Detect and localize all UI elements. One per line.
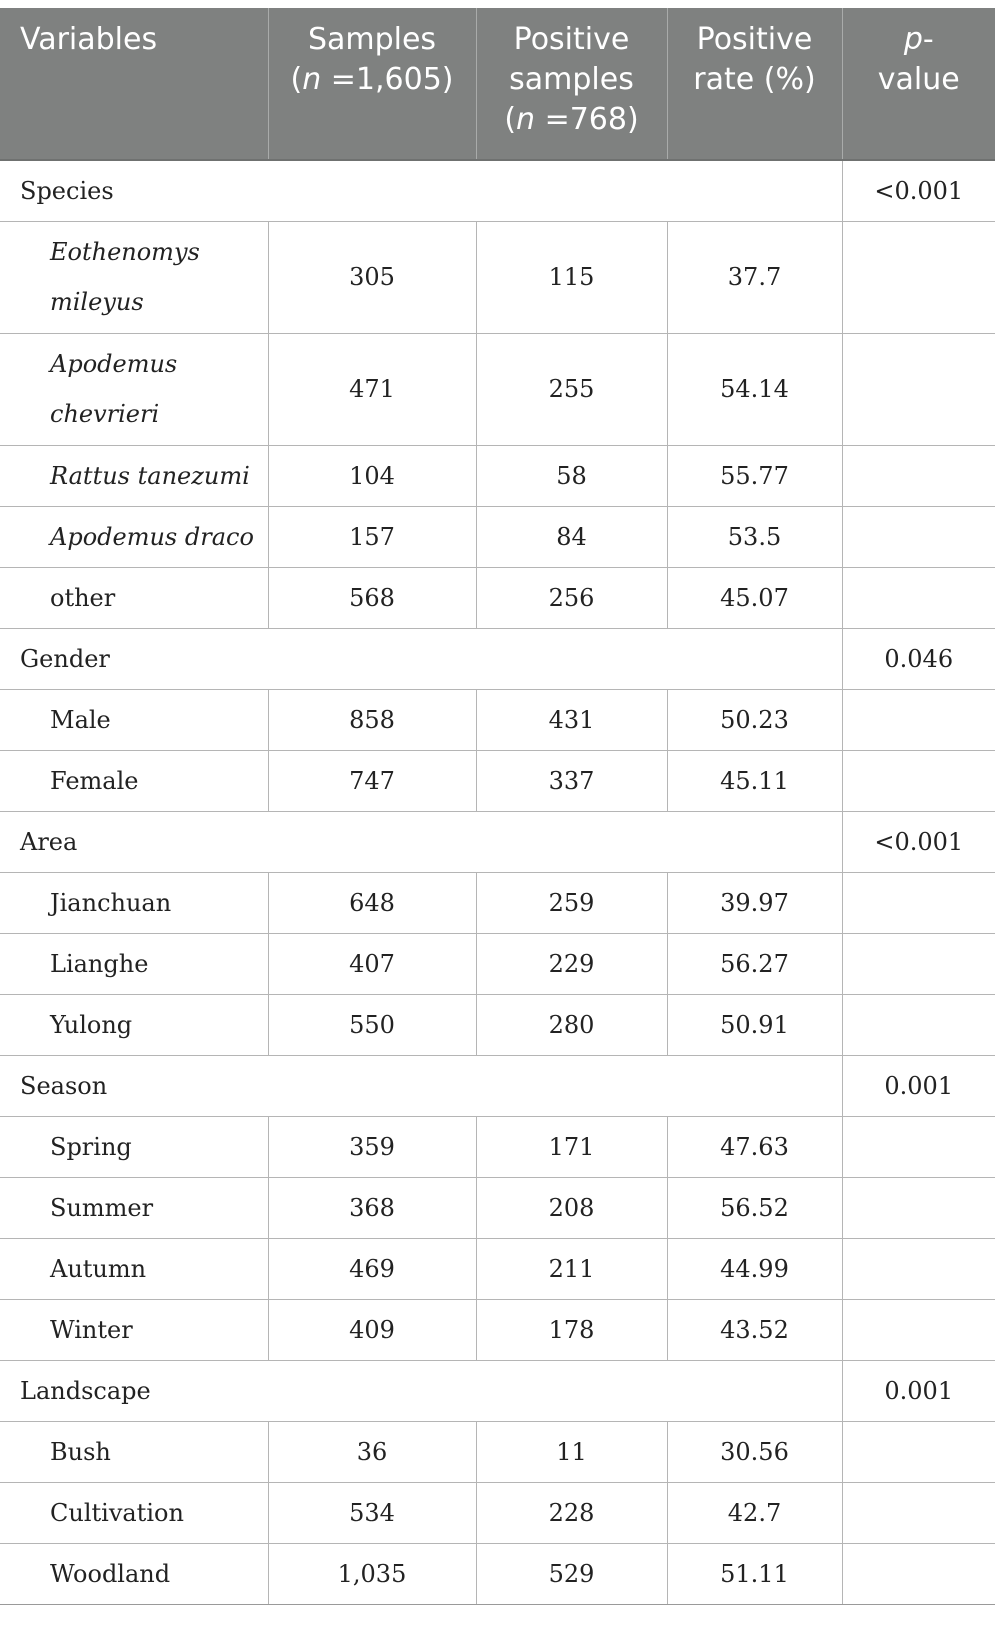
group-name: Landscape	[0, 1360, 842, 1421]
samples-value: 568	[268, 567, 476, 628]
header-text: (	[290, 62, 303, 97]
p-value-empty	[842, 221, 995, 333]
header-text: samples	[509, 62, 634, 97]
table-row	[0, 1177, 995, 1238]
group-row	[0, 1055, 995, 1116]
group-p-value: 0.046	[842, 628, 995, 689]
rate-value: 43.52	[667, 1299, 842, 1360]
p-value-empty	[842, 1116, 995, 1177]
group-row	[0, 811, 995, 872]
row-label: Apodemus chevrieri	[0, 333, 268, 445]
p-value-empty	[842, 1482, 995, 1543]
p-value-empty	[842, 872, 995, 933]
p-value-empty	[842, 1299, 995, 1360]
rate-value: 39.97	[667, 872, 842, 933]
table-row	[0, 872, 995, 933]
samples-value: 534	[268, 1482, 476, 1543]
positive-value: 256	[476, 567, 667, 628]
row-label: Winter	[0, 1299, 268, 1360]
table-row	[0, 567, 995, 628]
header-text: rate (%)	[693, 62, 816, 97]
row-label: Apodemus draco	[0, 506, 268, 567]
header-text: (	[504, 102, 517, 137]
group-name: Season	[0, 1055, 842, 1116]
header-row	[0, 8, 995, 160]
row-label: Jianchuan	[0, 872, 268, 933]
rate-value: 55.77	[667, 445, 842, 506]
group-p-value: 0.001	[842, 1360, 995, 1421]
table-row	[0, 1116, 995, 1177]
table-header	[0, 8, 995, 160]
row-label: Bush	[0, 1421, 268, 1482]
positive-value: 431	[476, 689, 667, 750]
row-label: Yulong	[0, 994, 268, 1055]
header-text: Variables	[20, 22, 158, 57]
rate-value: 56.27	[667, 933, 842, 994]
header-text: Positive	[696, 22, 813, 57]
positive-value: 280	[476, 994, 667, 1055]
row-label: Autumn	[0, 1238, 268, 1299]
samples-value: 858	[268, 689, 476, 750]
group-row	[0, 160, 995, 221]
group-p-value: <0.001	[842, 811, 995, 872]
row-label: other	[0, 567, 268, 628]
row-label: Woodland	[0, 1543, 268, 1604]
positive-value: 58	[476, 445, 667, 506]
table-row	[0, 1421, 995, 1482]
positive-value: 337	[476, 750, 667, 811]
samples-value: 407	[268, 933, 476, 994]
header-positive-rate	[667, 8, 842, 160]
positive-value: 115	[476, 221, 667, 333]
rate-value: 45.11	[667, 750, 842, 811]
row-label: Male	[0, 689, 268, 750]
group-name: Gender	[0, 628, 842, 689]
header-text: value	[877, 62, 960, 97]
p-value-empty	[842, 933, 995, 994]
positive-value: 529	[476, 1543, 667, 1604]
samples-value: 36	[268, 1421, 476, 1482]
p-value-empty	[842, 567, 995, 628]
p-value-empty	[842, 750, 995, 811]
samples-value: 469	[268, 1238, 476, 1299]
samples-value: 157	[268, 506, 476, 567]
samples-value: 747	[268, 750, 476, 811]
table-row	[0, 1299, 995, 1360]
header-text: n	[302, 62, 322, 97]
positivity-table	[0, 8, 995, 1605]
rate-value: 56.52	[667, 1177, 842, 1238]
rate-value: 37.7	[667, 221, 842, 333]
header-positive-samples	[476, 8, 667, 160]
samples-value: 648	[268, 872, 476, 933]
samples-value: 1,035	[268, 1543, 476, 1604]
rate-value: 42.7	[667, 1482, 842, 1543]
rate-value: 30.56	[667, 1421, 842, 1482]
rate-value: 45.07	[667, 567, 842, 628]
group-row	[0, 1360, 995, 1421]
row-label: Cultivation	[0, 1482, 268, 1543]
rate-value: 44.99	[667, 1238, 842, 1299]
samples-value: 368	[268, 1177, 476, 1238]
positive-value: 11	[476, 1421, 667, 1482]
samples-value: 305	[268, 221, 476, 333]
p-value-empty	[842, 1177, 995, 1238]
group-p-value: <0.001	[842, 160, 995, 221]
positive-value: 259	[476, 872, 667, 933]
positive-value: 211	[476, 1238, 667, 1299]
positive-value: 171	[476, 1116, 667, 1177]
p-value-empty	[842, 1238, 995, 1299]
table-row	[0, 750, 995, 811]
header-p-value	[842, 8, 995, 160]
header-text: =768)	[535, 102, 639, 137]
rate-value: 50.91	[667, 994, 842, 1055]
p-value-empty	[842, 445, 995, 506]
row-label: Female	[0, 750, 268, 811]
p-value-empty	[842, 994, 995, 1055]
positive-value: 255	[476, 333, 667, 445]
rate-value: 47.63	[667, 1116, 842, 1177]
samples-value: 550	[268, 994, 476, 1055]
samples-value: 471	[268, 333, 476, 445]
table-row	[0, 1482, 995, 1543]
header-text: Positive	[513, 22, 630, 57]
p-value-empty	[842, 1421, 995, 1482]
positive-value: 84	[476, 506, 667, 567]
positive-value: 178	[476, 1299, 667, 1360]
positive-value: 229	[476, 933, 667, 994]
p-value-empty	[842, 1543, 995, 1604]
group-p-value: 0.001	[842, 1055, 995, 1116]
table-row	[0, 445, 995, 506]
table-row	[0, 933, 995, 994]
rate-value: 53.5	[667, 506, 842, 567]
row-label: Summer	[0, 1177, 268, 1238]
row-label: Spring	[0, 1116, 268, 1177]
row-label: Lianghe	[0, 933, 268, 994]
table-row	[0, 1238, 995, 1299]
rate-value: 51.11	[667, 1543, 842, 1604]
table-row	[0, 221, 995, 333]
header-variables	[0, 8, 268, 160]
p-value-empty	[842, 506, 995, 567]
header-text: =1,605)	[321, 62, 454, 97]
positive-value: 208	[476, 1177, 667, 1238]
p-value-empty	[842, 333, 995, 445]
table-row	[0, 689, 995, 750]
header-text: -	[922, 22, 934, 57]
group-name: Species	[0, 160, 842, 221]
rate-value: 50.23	[667, 689, 842, 750]
header-text: n	[516, 102, 536, 137]
header-text: Samples	[307, 22, 437, 57]
row-label: Eothenomys mileyus	[0, 221, 268, 333]
table-row	[0, 333, 995, 445]
p-value-empty	[842, 689, 995, 750]
positive-value: 228	[476, 1482, 667, 1543]
header-samples	[268, 8, 476, 160]
group-row	[0, 628, 995, 689]
samples-value: 409	[268, 1299, 476, 1360]
samples-value: 359	[268, 1116, 476, 1177]
table-row	[0, 994, 995, 1055]
header-text: p	[903, 22, 923, 57]
table-row	[0, 1543, 995, 1604]
row-label: Rattus tanezumi	[0, 445, 268, 506]
samples-value: 104	[268, 445, 476, 506]
table-body	[0, 160, 995, 1604]
table-row	[0, 506, 995, 567]
group-name: Area	[0, 811, 842, 872]
rate-value: 54.14	[667, 333, 842, 445]
